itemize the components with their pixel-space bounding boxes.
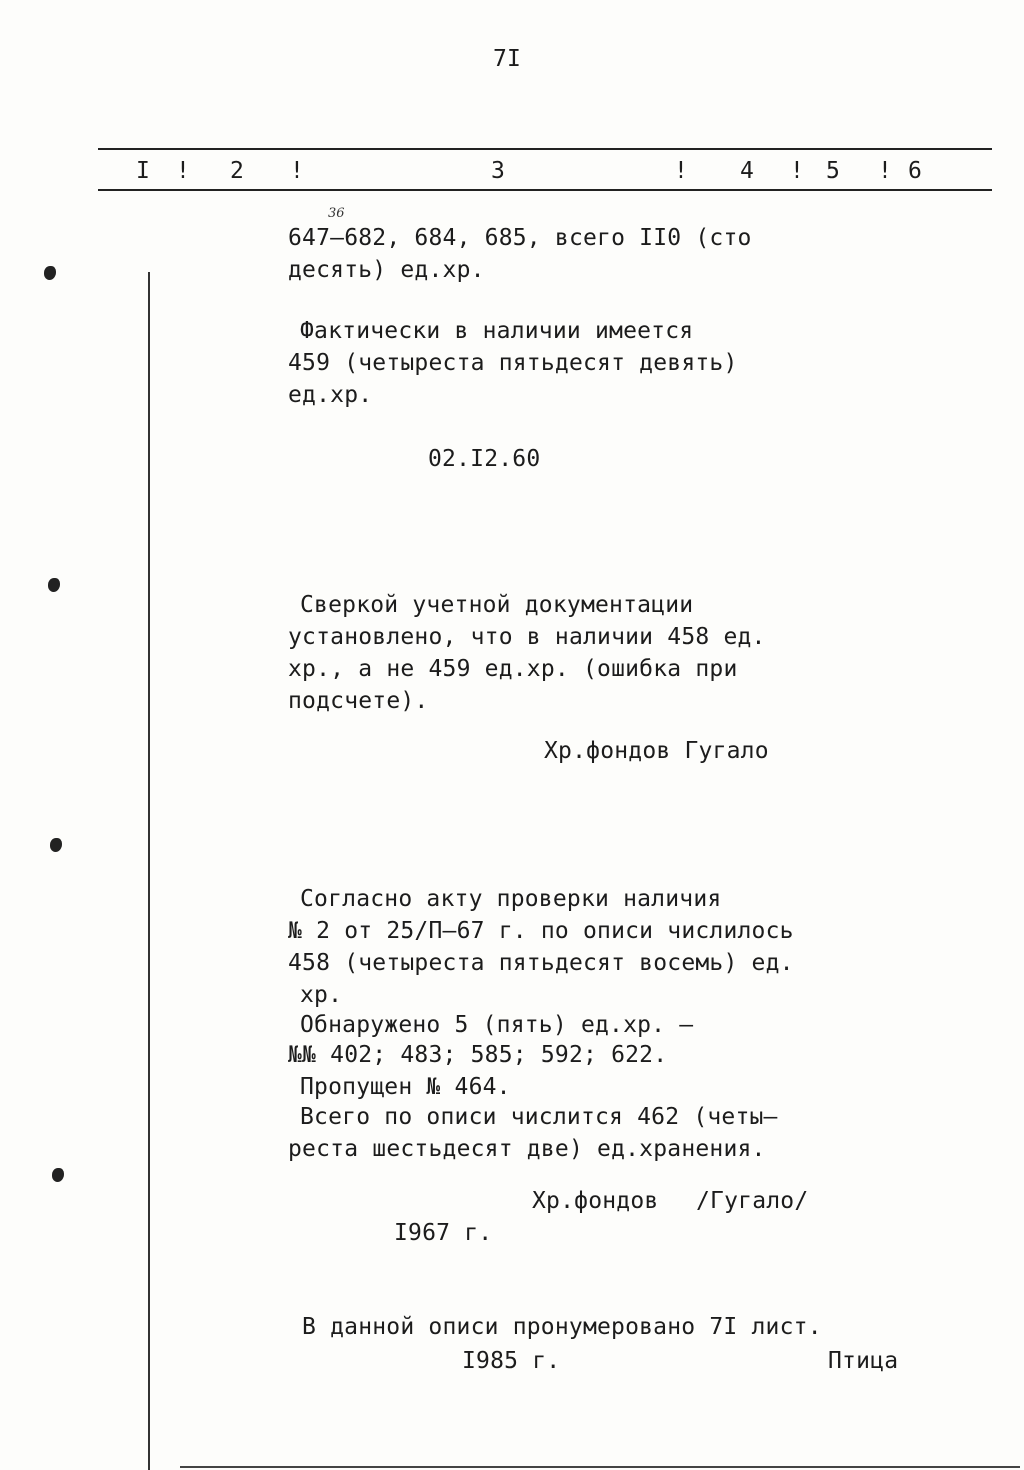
margin-line (148, 272, 150, 1470)
col-6-label: 6 (908, 158, 923, 184)
page-number: 7I (493, 46, 522, 72)
text-line: хр., а не 459 ед.хр. (ошибка при (288, 656, 738, 682)
text-line: Фактически в наличии имеется (300, 318, 694, 344)
text-line: Пропущен № 464. (300, 1074, 511, 1100)
handwritten-margin-note: 36 (328, 206, 345, 221)
signature-name: /Гугало/ (696, 1188, 809, 1214)
col-separator: ! (176, 158, 191, 184)
text-line: 459 (четыреста пятьдесят девять) (288, 350, 738, 376)
punch-mark (50, 838, 62, 852)
col-5-label: 5 (826, 158, 841, 184)
header-bottom-rule (98, 189, 992, 191)
text-line: В данной описи пронумеровано 7I лист. (302, 1314, 822, 1340)
text-line: подсчете). (288, 688, 429, 714)
punch-mark (44, 266, 56, 280)
text-line: Всего по описи числится 462 (четы– (300, 1104, 778, 1130)
text-line: №№ 402; 483; 585; 592; 622. (288, 1042, 668, 1068)
col-4-label: 4 (740, 158, 755, 184)
date-stamp: 02.I2.60 (428, 446, 541, 472)
col-2-label: 2 (230, 158, 245, 184)
text-line: 458 (четыреста пятьдесят восемь) ед. (288, 950, 794, 976)
signature-title: Хр.фондов (532, 1188, 659, 1214)
col-separator: ! (674, 158, 689, 184)
text-line: Сверкой учетной документации (300, 592, 694, 618)
final-signature: Птица (828, 1348, 899, 1374)
bottom-rule (180, 1466, 1020, 1468)
text-line: ед.хр. (288, 382, 373, 408)
year-stamp: I985 г. (462, 1348, 561, 1374)
text-line: Обнаружено 5 (пять) ед.хр. – (300, 1012, 694, 1038)
text-line: десять) ед.хр. (288, 257, 485, 283)
text-line: № 2 от 25/П–67 г. по описи числилось (288, 918, 794, 944)
col-separator: ! (878, 158, 893, 184)
col-separator: ! (790, 158, 805, 184)
signature-line: Хр.фондов Гугало (544, 738, 769, 764)
punch-mark (52, 1168, 64, 1182)
text-line: реста шестьдесят две) ед.хранения. (288, 1136, 766, 1162)
col-separator: ! (290, 158, 305, 184)
punch-mark (48, 578, 60, 592)
text-line: хр. (300, 982, 343, 1008)
text-line: Согласно акту проверки наличия (300, 886, 722, 912)
text-line: 647–682, 684, 685, всего II0 (сто (288, 225, 752, 251)
text-line: установлено, что в наличии 458 ед. (288, 624, 766, 650)
col-1-label: I (136, 158, 151, 184)
col-3-label: 3 (491, 158, 506, 184)
header-top-rule (98, 148, 992, 150)
year-stamp: I967 г. (394, 1220, 493, 1246)
